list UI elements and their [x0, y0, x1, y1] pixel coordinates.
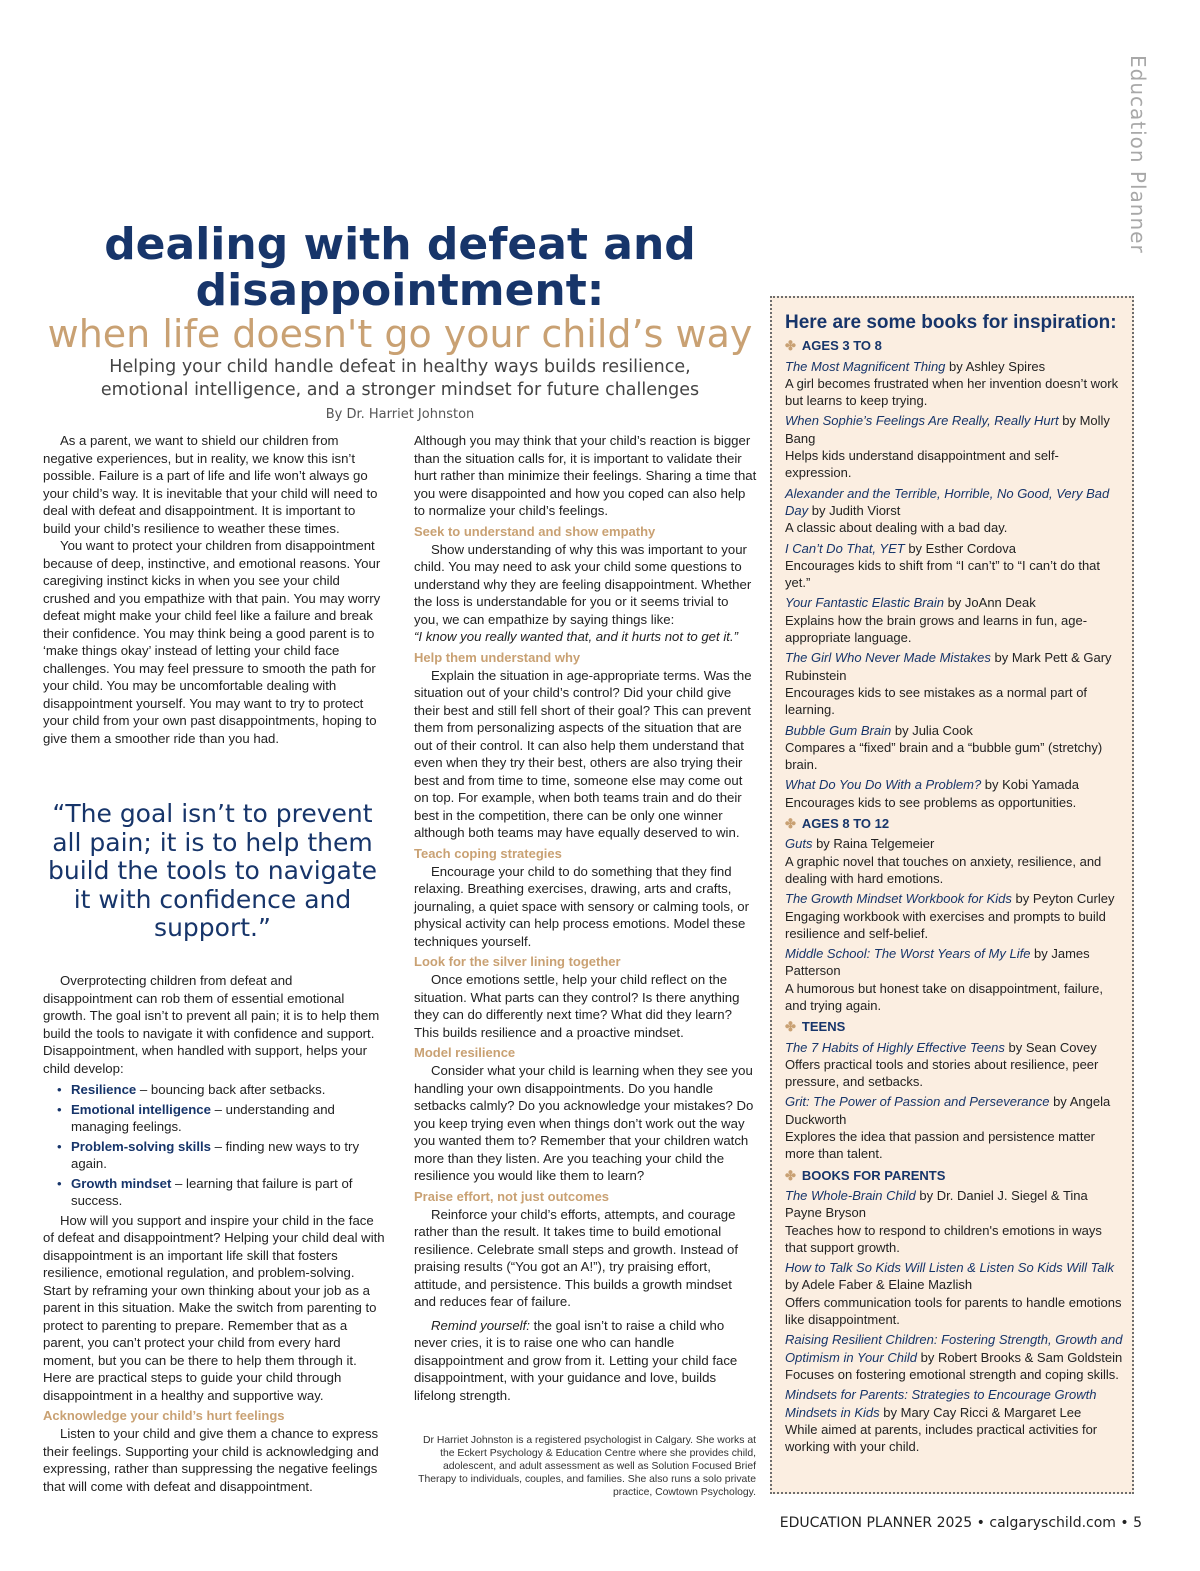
paragraph: How will you support and inspire your child in the face of defeat and disappointment? Helping your child deal with disappointment is an important life skill that fosters resilience, emotional regulation, and problem-solving. Start by reframing your own thinking about your job as a parent in this situation. Make the switch from parenting to protect to parenting to prepare. Remember that as a parent, you can’t protect your child from every hard moment, but you can be there to help them through it. Here are practical steps to guide your child through disappointment in a healthy and supportive way.: [43, 1212, 385, 1403]
list-item: [57, 1175, 385, 1210]
book-description: Explains how the brain grows and learns in fun, age-appropriate language.: [785, 612, 1088, 646]
paragraph: Overprotecting children from defeat and disappointment can rob them of essential emotional growth. The goal isn’t to prevent all pain; it is to help them build the tools to navigate it with confidence and support. Disappointment, when handled with support, helps your child develop:: [43, 973, 380, 1076]
book-description: Offers communication tools for parents to handle emotions like disappointment.: [785, 1294, 1122, 1328]
flourish-icon: ✤: [785, 1167, 796, 1183]
benefit-list: [43, 1081, 385, 1210]
book-title: The Growth Mindset Workbook for Kids: [785, 891, 1012, 907]
article-column-2: [414, 432, 757, 1404]
paragraph: [414, 1317, 757, 1405]
book-description: A humorous but honest take on disappointment, failure, and trying again.: [785, 980, 1103, 1013]
headline-subtitle: when life doesn't go your child’s way: [47, 312, 753, 356]
book-entry: [785, 835, 1125, 887]
category-label: AGES 3 TO 8: [801, 338, 882, 354]
books-sidebar: [770, 296, 1134, 1494]
book-author: by Ashley Spires: [945, 358, 1046, 374]
book-entry: [785, 649, 1125, 718]
book-entry: [785, 776, 1125, 811]
book-entry: [785, 722, 1125, 774]
age-category: [785, 815, 1125, 832]
books-title: Here are some books for inspiration:: [785, 312, 1117, 333]
book-entry: [785, 1187, 1125, 1256]
book-description: Encourages kids to shift from “I can’t” to “I can’t do that yet.”: [785, 557, 1101, 591]
list-text: – finding new ways to try again.: [71, 1138, 360, 1171]
section-heading: Praise effort, not just outcomes: [414, 1188, 610, 1204]
book-entry: [785, 358, 1125, 410]
book-description: Offers practical tools and stories about resilience, peer pressure, and setbacks.: [785, 1056, 1099, 1090]
section-label: [1126, 55, 1150, 254]
list-text: – understanding and managing feelings.: [71, 1101, 335, 1134]
list-item: [57, 1081, 385, 1099]
book-title: I Can’t Do That, YET: [785, 540, 905, 556]
section-heading: Help them understand why: [414, 649, 581, 665]
remind-label: Remind yourself:: [431, 1317, 530, 1333]
bullet-icon: •: [57, 1101, 62, 1117]
book-entry: [785, 412, 1125, 481]
book-entry: [785, 945, 1125, 1014]
age-category: [785, 1167, 1125, 1184]
book-title: What Do You Do With a Problem?: [785, 777, 982, 793]
paragraph: Consider what your child is learning when they see you handling your own disappointments. Do you handle setbacks calmly? Do you acknowledge your mistakes? Do you keep trying even when things don’t work out the way you wanted them to? Remember that your children watch more than they listen. Are you teaching your child the resilience you would like them to learn?: [414, 1063, 754, 1183]
section-heading: Model resilience: [414, 1045, 516, 1060]
book-author: by Mark Pett & Gary Rubinstein: [785, 650, 1112, 683]
book-title: The Girl Who Never Made Mistakes: [785, 650, 991, 666]
dek: Helping your child handle defeat in healthy ways builds resilience, emotional intelligence, and a stronger mindset for future challenges: [100, 357, 700, 400]
paragraph: Encourage your child to do something that they find relaxing. Breathing exercises, drawing, arts and crafts, journaling, a quiet space with sensory or calming tools, or physical activity can help process emotions. Model these techniques yourself.: [414, 863, 749, 949]
book-entry: [785, 1093, 1125, 1162]
list-term: Resilience: [71, 1082, 137, 1097]
flourish-icon: ✤: [785, 1019, 796, 1035]
bullet-icon: •: [57, 1138, 62, 1154]
list-term: Emotional intelligence: [71, 1101, 211, 1117]
section-heading: Acknowledge your child’s hurt feelings: [43, 1408, 285, 1423]
byline: By Dr. Harriet Johnston: [325, 407, 475, 422]
book-entry: [785, 1259, 1125, 1328]
section-heading: Look for the silver lining together: [414, 954, 621, 969]
book-author: by Dr. Daniel J. Siegel & Tina Payne Bryson: [785, 1187, 1088, 1221]
book-author: by Sean Covey: [1004, 1039, 1097, 1055]
category-label: BOOKS FOR PARENTS: [801, 1167, 946, 1183]
list-text: – learning that failure is part of success.: [71, 1175, 353, 1208]
list-term: Growth mindset: [71, 1175, 172, 1191]
author-bio: Dr Harriet Johnston is a registered psychologist in Calgary. She works at the Eckert Psychology & Education Centre where she provides child, adolescent, and adult assessment as well as Solution Focused Brief Therapy to individuals, couples, and families. She also runs a solo private practice, Cowtown Psychology.: [418, 1435, 756, 1498]
article-column-1: [43, 432, 385, 747]
book-author: by Mary Cay Ricci & Margaret Lee: [879, 1404, 1082, 1420]
book-description: A girl becomes frustrated when her invention doesn’t work but learns to keep trying.: [785, 375, 1119, 409]
paragraph: Show understanding of why this was important to your child. You may need to ask your child some questions to understand why they are feeling disappointment. Whether the loss is understandable for you or it seems trivial to you, we can empathize by saying things like:: [414, 541, 752, 627]
book-title: Grit: The Power of Passion and Perseverance: [785, 1094, 1050, 1110]
book-author: by Molly Bang: [785, 413, 1110, 446]
book-title: Raising Resilient Children: Fostering Strength, Growth and Optimism in Your Child: [785, 1332, 1123, 1365]
book-author: by Peyton Curley: [1011, 891, 1115, 907]
pull-quote: “The goal isn’t to prevent all pain; it is to help them build the tools to navigate it with confidence and support.”: [47, 799, 378, 942]
list-text: – bouncing back after setbacks.: [136, 1082, 326, 1097]
paragraph: Listen to your child and give them a chance to express their feelings. Supporting your child is acknowledging and expressing, rather than suppressing the negative feelings that will come with defeat and disappointment.: [43, 1426, 379, 1494]
book-description: Helps kids understand disappointment and self-expression.: [785, 448, 1059, 481]
example-quote: “I know you really wanted that, and it hurts not to get it.”: [414, 629, 738, 644]
section-heading: Teach coping strategies: [414, 845, 562, 861]
book-author: by Adele Faber & Elaine Mazlish: [785, 1277, 973, 1293]
headline-line-1: dealing with defeat and: [104, 219, 696, 270]
section-heading: Seek to understand and show empathy: [414, 523, 656, 539]
book-description: Focuses on fostering emotional strength and coping skills.: [785, 1366, 1119, 1382]
paragraph: You want to protect your children from disappointment because of deep, instinctive, and emotional reasons. Your caregiving instinct kicks in when you see your child crushed and you empathize with that pain. You may worry defeat might make your child feel like a failure and break their confidence. You may think being a good parent is to ‘make things okay’ instead of letting your child face challenges. You may feel pressure to smooth the path for your child. You may be uncomfortable dealing with disappointment yourself. You may want to try to protect your child from your own past disappointments, hoping to give them a smoother ride than you had.: [43, 538, 381, 746]
remind-text: the goal isn’t to raise a child who never cries, it is to raise one who can handle disappointment and grow from it. Letting your child face disappointment, with your guidance and love, builds lifelong strength.: [414, 1317, 738, 1403]
age-category: [785, 337, 1125, 354]
bullet-icon: •: [57, 1175, 62, 1191]
book-entry: [785, 485, 1125, 537]
book-author: by Esther Cordova: [904, 540, 1016, 556]
book-author: by Kobi Yamada: [981, 777, 1079, 793]
book-entry: [785, 1039, 1125, 1091]
book-description: Compares a “fixed” brain and a “bubble gum” (stretchy) brain.: [785, 739, 1103, 773]
book-entry: [785, 1331, 1125, 1383]
book-author: by Julia Cook: [891, 722, 973, 738]
age-category: [785, 1018, 1125, 1035]
book-title: The 7 Habits of Highly Effective Teens: [785, 1039, 1005, 1055]
book-author: by Judith Viorst: [808, 502, 901, 518]
book-entry: [785, 540, 1125, 592]
book-title: Bubble Gum Brain: [785, 722, 892, 738]
bullet-icon: •: [57, 1082, 62, 1097]
article-column-1-lower: [43, 972, 385, 1495]
book-author: by JoAnn Deak: [943, 595, 1036, 611]
book-title: The Whole-Brain Child: [785, 1187, 916, 1203]
book-title: How to Talk So Kids Will Listen & Listen So Kids Will Talk: [785, 1260, 1114, 1276]
book-description: Encourages kids to see problems as opportunities.: [785, 794, 1077, 810]
page-footer: EDUCATION PLANNER 2025 • calgaryschild.com • 5: [779, 1515, 1142, 1531]
book-description: Encourages kids to see mistakes as a normal part of learning.: [785, 684, 1088, 718]
book-title: When Sophie’s Feelings Are Really, Really Hurt: [785, 413, 1059, 429]
paragraph: Explain the situation in age-appropriate terms. Was the situation out of your child’s control? Did your child give their best and still fell short of their goal? This can prevent them from personalizing aspects of the situation that are out of their control. It can also help them understand that even when they try their best, others are also trying their best and from time to time, someone else may come out on top. For example, when both teams train and do their best in the competition, there can be only one winner although both teams may have equally deserved to win.: [414, 667, 752, 840]
book-title: The Most Magnificent Thing: [785, 358, 946, 374]
book-description: A classic about dealing with a bad day.: [785, 520, 1008, 536]
book-author: by Angela Duckworth: [785, 1094, 1111, 1127]
paragraph: Once emotions settle, help your child reflect on the situation. What parts can they control? Is there anything they can do differently next time? What did they learn? This builds resilience and a proactive mindset.: [414, 972, 740, 1040]
book-description: Engaging workbook with exercises and prompts to build resilience and self-belief.: [785, 908, 1106, 941]
book-description: While aimed at parents, includes practical activities for working with your child.: [785, 1421, 1098, 1455]
book-title: Your Fantastic Elastic Brain: [785, 595, 944, 611]
book-title: Mindsets for Parents: Strategies to Encourage Growth Mindsets in Kids: [785, 1387, 1097, 1420]
book-entry: [785, 594, 1125, 646]
category-label: TEENS: [801, 1019, 846, 1035]
list-term: Problem-solving skills: [71, 1138, 211, 1154]
book-author: by Raina Telgemeier: [812, 836, 935, 852]
book-title: Middle School: The Worst Years of My Life: [785, 946, 1031, 962]
book-description: A graphic novel that touches on anxiety, resilience, and dealing with hard emotions.: [785, 853, 1102, 886]
book-author: by James Patterson: [785, 946, 1090, 979]
list-item: [57, 1101, 385, 1136]
book-title: Guts: [785, 836, 813, 852]
list-item: [57, 1138, 385, 1173]
book-description: Teaches how to respond to children's emotions in ways that support growth.: [785, 1222, 1102, 1255]
flourish-icon: ✤: [785, 338, 796, 354]
category-label: AGES 8 TO 12: [801, 816, 890, 832]
paragraph: Reinforce your child’s efforts, attempts, and courage rather than the result. It takes time to build emotional resilience. Celebrate small steps and growth. Instead of praising results (“You got an A!”), try praising effort, attitude, and persistence. This builds a growth mindset and reduces fear of failure.: [414, 1206, 738, 1309]
section-label-text: Education Planner: [1126, 55, 1150, 254]
headline-line-2: disappointment:: [195, 265, 605, 316]
book-title: Alexander and the Terrible, Horrible, No Good, Very Bad Day: [785, 485, 1110, 518]
book-entry: [785, 890, 1125, 942]
book-description: Explores the idea that passion and persistence matter more than talent.: [785, 1129, 1096, 1162]
paragraph: As a parent, we want to shield our children from negative experiences, but in reality, we know this isn’t possible. Failure is a part of life and life won’t always go your child’s way. It is inevitable that your child will need to deal with defeat and disappointment. It is important to build your child’s resilience to weather these times.: [43, 433, 378, 536]
flourish-icon: ✤: [785, 816, 796, 832]
paragraph: Although you may think that your child’s reaction is bigger than the situation calls for, it is important to validate their hurt rather than minimize their feelings. Sharing a time that you were disappointed and how you coped can also help to normalize your child’s feelings.: [414, 433, 757, 518]
book-author: by Robert Brooks & Sam Goldstein: [916, 1349, 1123, 1365]
book-entry: [785, 1386, 1125, 1455]
